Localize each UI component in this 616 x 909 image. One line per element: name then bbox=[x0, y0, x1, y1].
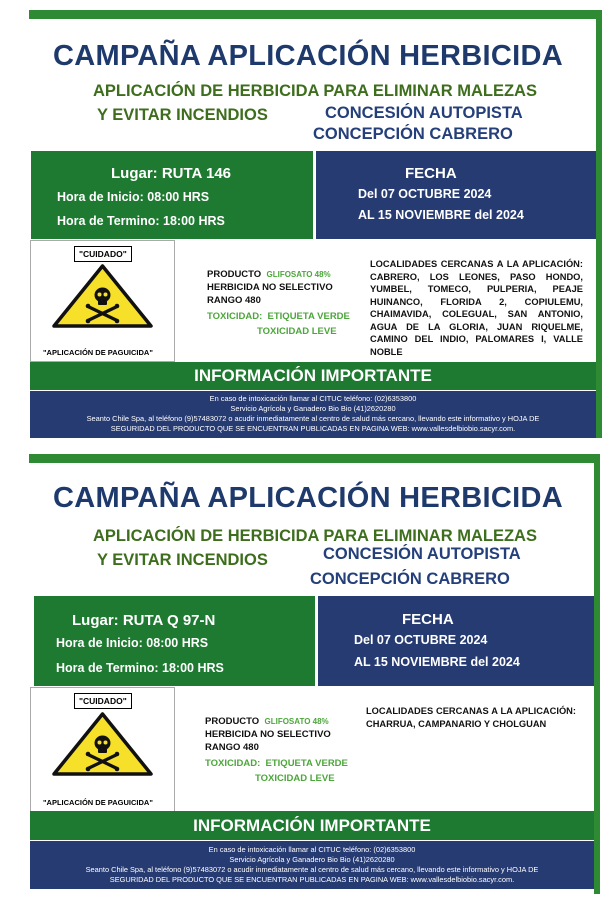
localidades-text: LOCALIDADES CERCANAS A LA APLICACIÓN: CABRERO, LOS LEONES, PASO HONDO, YUMBEL, TOMECO, PULPERIA, PEAJE HUINANCO, FLORIDA 2, COPIULEMU, CHAIMAVIDA, COLEGUAL, SAN ANTONIO, AGUA DE LA GLORIA, JUAN RIQUELME, CAMINO DEL INDIO, PALOMARES I, VALLE NOBLE bbox=[370, 259, 583, 357]
contact-line-3: Seanto Chile Spa, al teléfono (9)57483072 o acudir inmediatamente al centro de salud más cercano, llevando este informativo y HOJA DE bbox=[86, 414, 540, 423]
contact-line-2: Servicio Agrícola y Ganadero Bio Bio (41)2620280 bbox=[230, 404, 396, 413]
contact-line-1: En caso de intoxicación llamar al CITUC teléfono: (02)6353800 bbox=[208, 845, 416, 854]
skull-crossbones-hazard-icon bbox=[51, 263, 154, 329]
campaign-title: CAMPAÑA APLICACIÓN HERBICIDA bbox=[53, 482, 563, 514]
fecha-hasta: AL 15 NOVIEMBRE del 2024 bbox=[358, 208, 524, 222]
toxicidad-value-2: TOXICIDAD LEVE bbox=[255, 773, 335, 784]
herbicida-line: HERBICIDA NO SELECTIVO bbox=[207, 282, 333, 293]
warning-panel bbox=[30, 240, 175, 362]
contact-line-3: Seanto Chile Spa, al teléfono (9)57483072 o acudir inmediatamente al centro de salud más cercano, llevando este informativo y HOJA DE bbox=[85, 865, 539, 874]
lugar-text: Lugar: RUTA Q 97-N bbox=[72, 612, 216, 629]
skull-crossbones-hazard-icon bbox=[51, 711, 154, 777]
producto-value: GLIFOSATO 48% bbox=[266, 270, 331, 279]
concession-line-2: CONCEPCIÓN CABRERO bbox=[310, 570, 510, 588]
herbicida-line: HERBICIDA NO SELECTIVO bbox=[205, 729, 331, 740]
concession-line-2: CONCEPCIÓN CABRERO bbox=[313, 125, 513, 143]
location-box bbox=[34, 596, 315, 686]
flyer-ruta-q97n bbox=[0, 448, 616, 909]
paguicida-label: "APLICACIÓN DE PAGUICIDA" bbox=[43, 798, 153, 807]
contact-info-box bbox=[30, 841, 594, 889]
location-box bbox=[31, 151, 313, 239]
concession-line-1: CONCESIÓN AUTOPISTA bbox=[325, 104, 523, 122]
contact-line-4: SEGURIDAD DEL PRODUCTO QUE SE ENCUENTRAN PUBLICADAS EN PAGINA WEB: www.vallesdelbiobio.sacyr.com. bbox=[109, 875, 515, 884]
hora-inicio: Hora de Inicio: 08:00 HRS bbox=[57, 190, 210, 204]
hora-inicio: Hora de Inicio: 08:00 HRS bbox=[56, 636, 209, 650]
producto-label: PRODUCTO bbox=[207, 269, 262, 280]
localidades-text: LOCALIDADES CERCANAS A LA APLICACIÓN: CHARRUA, CAMPANARIO Y CHOLGUAN bbox=[366, 706, 576, 729]
info-important-bar: INFORMACIÓN IMPORTANTE bbox=[30, 811, 594, 840]
toxicidad-value-1: ETIQUETA VERDE bbox=[265, 758, 348, 769]
lugar-text: Lugar: RUTA 146 bbox=[111, 165, 232, 182]
toxicidad-value-1: ETIQUETA VERDE bbox=[267, 311, 350, 322]
date-box bbox=[318, 596, 594, 686]
fecha-title: FECHA bbox=[402, 611, 454, 628]
flyer-ruta-146 bbox=[0, 0, 616, 446]
subtitle-line-2: Y EVITAR INCENDIOS bbox=[97, 106, 268, 124]
right-green-bar bbox=[594, 454, 600, 894]
toxicidad-value-2: TOXICIDAD LEVE bbox=[257, 326, 337, 337]
producto-value: GLIFOSATO 48% bbox=[264, 717, 329, 726]
right-green-bar bbox=[596, 10, 602, 438]
fecha-title: FECHA bbox=[405, 165, 457, 182]
contact-line-2: Servicio Agrícola y Ganadero Bio Bio (41)2620280 bbox=[229, 855, 395, 864]
subtitle-line-2: Y EVITAR INCENDIOS bbox=[97, 551, 268, 569]
subtitle-line-1: APLICACIÓN DE HERBICIDA PARA ELIMINAR MALEZAS bbox=[93, 527, 537, 545]
fecha-desde: Del 07 OCTUBRE 2024 bbox=[358, 187, 492, 201]
toxicidad-label: TOXICIDAD: bbox=[207, 311, 263, 322]
top-green-bar bbox=[29, 454, 600, 463]
rango-line: RANGO 480 bbox=[207, 295, 261, 306]
paguicida-label: "APLICACIÓN DE PAGUICIDA" bbox=[43, 348, 153, 357]
info-important-bar: INFORMACIÓN IMPORTANTE bbox=[30, 362, 596, 390]
fecha-desde: Del 07 OCTUBRE 2024 bbox=[354, 633, 488, 647]
contact-info-box bbox=[30, 391, 596, 438]
hora-termino: Hora de Termino: 18:00 HRS bbox=[56, 661, 224, 675]
fecha-hasta: AL 15 NOVIEMBRE del 2024 bbox=[354, 655, 520, 669]
producto-label: PRODUCTO bbox=[205, 716, 260, 727]
product-info bbox=[207, 268, 367, 338]
toxicidad-label: TOXICIDAD: bbox=[205, 758, 261, 769]
subtitle-line-1: APLICACIÓN DE HERBICIDA PARA ELIMINAR MALEZAS bbox=[93, 82, 537, 100]
contact-line-1: En caso de intoxicación llamar al CITUC teléfono: (02)6353800 bbox=[209, 394, 417, 403]
date-box bbox=[316, 151, 596, 239]
product-info bbox=[205, 715, 365, 785]
rango-line: RANGO 480 bbox=[205, 742, 259, 753]
contact-line-4: SEGURIDAD DEL PRODUCTO QUE SE ENCUENTRAN PUBLICADAS EN PAGINA WEB: www.vallesdelbiobio.sacyr.com. bbox=[110, 424, 516, 433]
cuidado-label: "CUIDADO" bbox=[74, 246, 132, 262]
top-green-bar bbox=[29, 10, 600, 19]
campaign-title: CAMPAÑA APLICACIÓN HERBICIDA bbox=[53, 40, 563, 72]
concession-line-1: CONCESIÓN AUTOPISTA bbox=[323, 545, 521, 563]
cuidado-label: "CUIDADO" bbox=[74, 693, 132, 709]
hora-termino: Hora de Termino: 18:00 HRS bbox=[57, 214, 225, 228]
warning-panel bbox=[30, 687, 175, 813]
